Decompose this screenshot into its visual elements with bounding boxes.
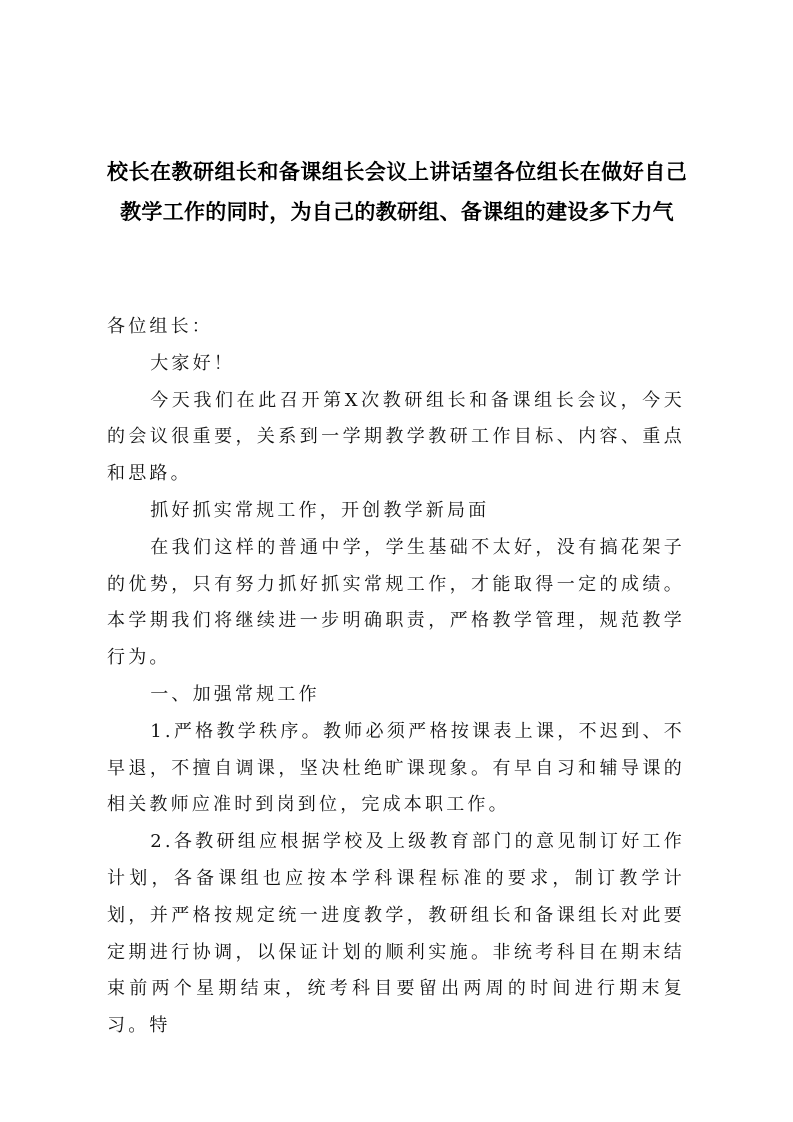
- paragraph-item-1: 1.严格教学秩序。教师必须严格按课表上课，不迟到、不早退，不擅自调课，坚决杜绝旷课现象。有早自习和辅导课的相关教师应准时到岗到位，完成本职工作。: [107, 720, 685, 816]
- salutation: 各位组长：: [107, 316, 213, 337]
- paragraph-intro: 今天我们在此召开第X次教研组长和备课组长会议，今天的会议很重要，关系到一学期教学教研工作目标、内容、重点和思路。: [107, 389, 685, 485]
- document-body: [107, 309, 685, 1045]
- section-heading-one: 一、加强常规工作: [150, 683, 320, 705]
- section-heading-routine: 抓好抓实常规工作，开创教学新局面: [150, 499, 490, 521]
- paragraph-item-2: 2.各教研组应根据学校及上级教育部门的意见制订好工作计划，各备课组也应按本学科课程标准的要求，制订教学计划，并严格按规定统一进度教学，教研组长和备课组长对此要定期进行协调，以保证计划的顺利实施。非统考科目在期末结束前两个星期结束，统考科目要留出两周的时间进行期末复习。特: [107, 831, 685, 1037]
- paragraph-greeting: 大家好！: [150, 352, 235, 374]
- document-title: 校长在教研组长和备课组长会议上讲话望各位组长在做好自己教学工作的同时，为自己的教研组、备课组的建设多下力气: [107, 160, 687, 224]
- paragraph-context: 在我们这样的普通中学，学生基础不太好，没有搞花架子的优势，只有努力抓好抓实常规工作，才能取得一定的成绩。本学期我们将继续进一步明确职责，严格教学管理，规范教学行为。: [107, 536, 685, 669]
